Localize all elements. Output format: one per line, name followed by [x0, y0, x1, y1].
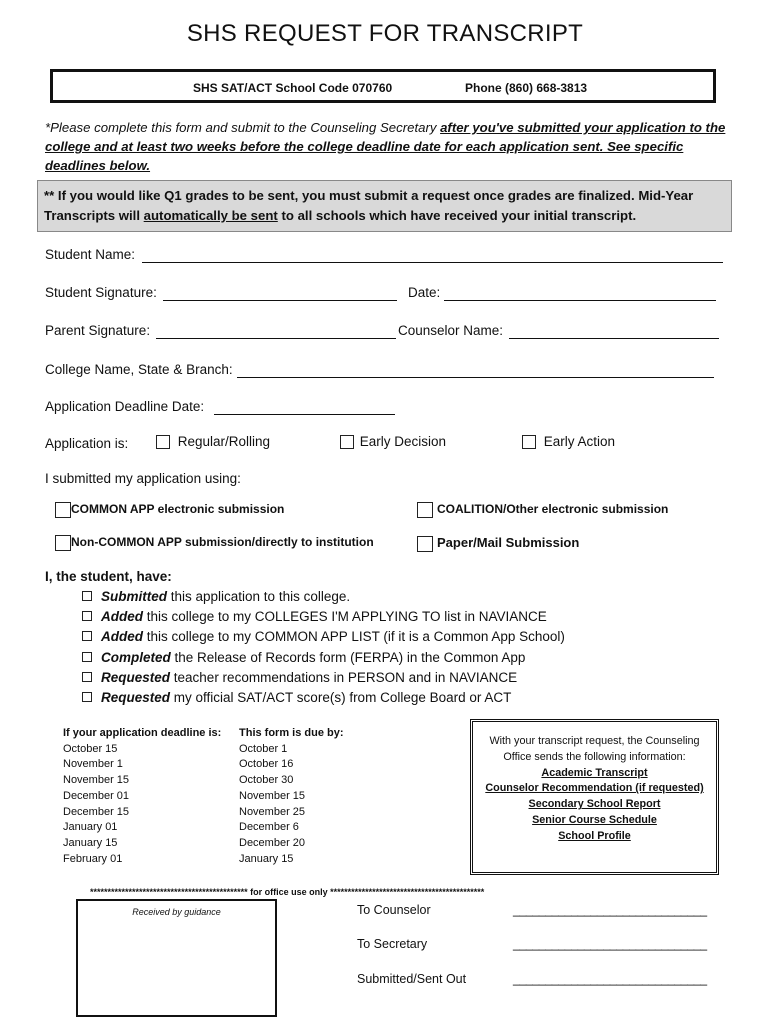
- checklist-checkbox[interactable]: [82, 631, 92, 641]
- option-early-action[interactable]: [522, 434, 615, 449]
- checklist-verb: Requested: [101, 669, 171, 685]
- checklist-text: the Release of Records form (FERPA) in the Common App: [170, 649, 526, 665]
- due-column-header: This form is due by:: [239, 727, 344, 739]
- paper-mail-checkbox[interactable]: [417, 536, 433, 552]
- due-date: November 25: [239, 805, 306, 818]
- option-coalition[interactable]: [417, 502, 668, 518]
- deadline-date: November 15: [63, 774, 130, 787]
- option-early-decision[interactable]: [340, 434, 446, 449]
- early-action-checkbox[interactable]: [522, 435, 536, 449]
- option-non-common-app[interactable]: [55, 535, 374, 551]
- coalition-label: COALITION/Other electronic submission: [437, 502, 669, 517]
- checklist-item[interactable]: [82, 629, 565, 644]
- info-item-link[interactable]: Secondary School Report: [528, 798, 661, 811]
- page-title: SHS REQUEST FOR TRANSCRIPT: [186, 20, 584, 47]
- deadline-column: [63, 726, 221, 867]
- deadline-date: January 01: [63, 821, 118, 834]
- checklist-item[interactable]: [82, 609, 547, 624]
- application-is-label: Application is:: [45, 436, 129, 451]
- due-column: [239, 726, 344, 867]
- school-code: SHS SAT/ACT School Code 070760: [193, 81, 393, 95]
- notice-part1: ** If you would like Q1 grades to be sent, you must submit a request once grades are finalized. Mid-Year Transcripts will: [44, 188, 694, 223]
- info-box-text: With your transcript request, the Counseling Office sends the following information:: [489, 735, 700, 763]
- checklist-checkbox[interactable]: [82, 672, 92, 682]
- checklist-text: teacher recommendations in PERSON and in NAVIANCE: [170, 669, 518, 685]
- to-secretary-label: To Secretary: [357, 937, 428, 951]
- due-date: October 30: [239, 774, 294, 787]
- checklist-verb: Added: [101, 609, 143, 625]
- checklist-checkbox[interactable]: [82, 611, 92, 621]
- checklist-verb: Added: [101, 629, 143, 645]
- deadline-column-header: If your application deadline is:: [63, 727, 222, 739]
- non-common-app-checkbox[interactable]: [55, 535, 71, 551]
- submitted-using-label: I submitted my application using:: [45, 471, 241, 486]
- phone-number: Phone (860) 668-3813: [465, 81, 588, 95]
- checklist-checkbox[interactable]: [82, 591, 92, 601]
- counselor-name-label: Counselor Name:: [398, 323, 504, 338]
- deadline-date: February 01: [63, 852, 123, 865]
- checklist-checkbox[interactable]: [82, 692, 92, 702]
- deadline-date: December 15: [63, 805, 130, 818]
- student-have-label: I, the student, have:: [45, 569, 172, 584]
- counselor-name-field[interactable]: [509, 338, 719, 339]
- coalition-checkbox[interactable]: [417, 502, 433, 518]
- deadline-date: October 15: [63, 742, 118, 755]
- checklist-verb: Completed: [101, 649, 171, 665]
- option-paper-mail[interactable]: [417, 535, 579, 552]
- intro-lead: *Please complete this form and submit to the Counseling Secretary: [45, 120, 441, 135]
- college-label: College Name, State & Branch:: [45, 362, 233, 377]
- date-field[interactable]: [444, 300, 716, 301]
- checklist-checkbox[interactable]: [82, 652, 92, 662]
- intro-emphasis: after you've submitted your application to the college and at least two weeks before the college deadline date for each application sent. See specific deadlines below.: [45, 120, 726, 173]
- notice-underlined: automatically be sent: [143, 208, 278, 223]
- option-common-app[interactable]: [55, 502, 284, 518]
- common-app-label: COMMON APP electronic submission: [71, 502, 285, 517]
- early-decision-label: Early Decision: [359, 434, 447, 449]
- deadline-date: December 01: [63, 789, 130, 802]
- parent-signature-field[interactable]: [156, 338, 396, 339]
- checklist-verb: Requested: [101, 690, 171, 705]
- sent-out-label: Submitted/Sent Out: [357, 972, 467, 986]
- due-date: November 15: [239, 789, 306, 802]
- intro-text: [45, 118, 729, 175]
- due-date: December 6: [239, 821, 299, 834]
- option-regular[interactable]: [156, 434, 270, 449]
- due-date: October 16: [239, 758, 294, 771]
- to-counselor-label: To Counselor: [357, 903, 431, 917]
- regular-checkbox[interactable]: [156, 435, 170, 449]
- checklist-item[interactable]: [82, 650, 525, 665]
- deadline-date: November 1: [63, 758, 123, 771]
- student-name-label: Student Name:: [45, 247, 136, 262]
- early-decision-checkbox[interactable]: [340, 435, 354, 449]
- non-common-app-label: Non-COMMON APP submission/directly to institution: [71, 535, 374, 550]
- checklist-text: my official SAT/ACT score(s) from College Board or ACT: [170, 690, 512, 705]
- student-name-field[interactable]: [142, 262, 723, 263]
- early-action-label: Early Action: [543, 434, 616, 449]
- checklist-text: this application to this college.: [167, 589, 351, 604]
- deadline-label: Application Deadline Date:: [45, 399, 205, 414]
- deadline-field[interactable]: [214, 414, 395, 415]
- checklist-verb: Submitted: [101, 589, 167, 604]
- checklist-item[interactable]: [82, 670, 517, 685]
- info-box: [470, 719, 719, 875]
- due-date: December 20: [239, 836, 306, 849]
- checklist-text: this college to my COLLEGES I'M APPLYING TO list in NAVIANCE: [143, 609, 547, 625]
- paper-mail-label: Paper/Mail Submission: [437, 535, 580, 550]
- due-date: October 1: [239, 742, 288, 755]
- info-item-link[interactable]: Academic Transcript: [541, 766, 648, 779]
- grades-notice: [37, 180, 732, 232]
- office-use-banner: ********************************************* for office use only ********************************************: [90, 887, 485, 897]
- notice-part2: to all schools which have received your initial transcript.: [277, 208, 637, 223]
- college-field[interactable]: [237, 377, 714, 378]
- received-label: Received by guidance: [132, 907, 221, 917]
- due-date: January 15: [239, 852, 294, 865]
- to-counselor-line: ______________________________: [513, 903, 707, 917]
- regular-label: Regular/Rolling: [177, 434, 271, 449]
- info-item-link[interactable]: Counselor Recommendation (if requested): [485, 782, 704, 795]
- student-signature-label: Student Signature:: [45, 285, 157, 300]
- parent-signature-label: Parent Signature:: [45, 323, 151, 338]
- student-signature-field[interactable]: [163, 300, 397, 301]
- checklist-item[interactable]: [82, 690, 511, 705]
- checklist-item[interactable]: [82, 589, 350, 604]
- sent-out-line: ______________________________: [513, 972, 707, 986]
- received-box: [76, 899, 277, 1017]
- to-secretary-line: ______________________________: [513, 937, 707, 951]
- checklist-text: this college to my COMMON APP LIST (if it is a Common App School): [143, 629, 565, 645]
- deadline-date: January 15: [63, 836, 118, 849]
- info-item-link[interactable]: Senior Course Schedule: [532, 813, 657, 826]
- info-item-link[interactable]: School Profile: [558, 829, 631, 842]
- school-code-box: [50, 69, 716, 103]
- date-label: Date:: [408, 285, 441, 300]
- common-app-checkbox[interactable]: [55, 502, 71, 518]
